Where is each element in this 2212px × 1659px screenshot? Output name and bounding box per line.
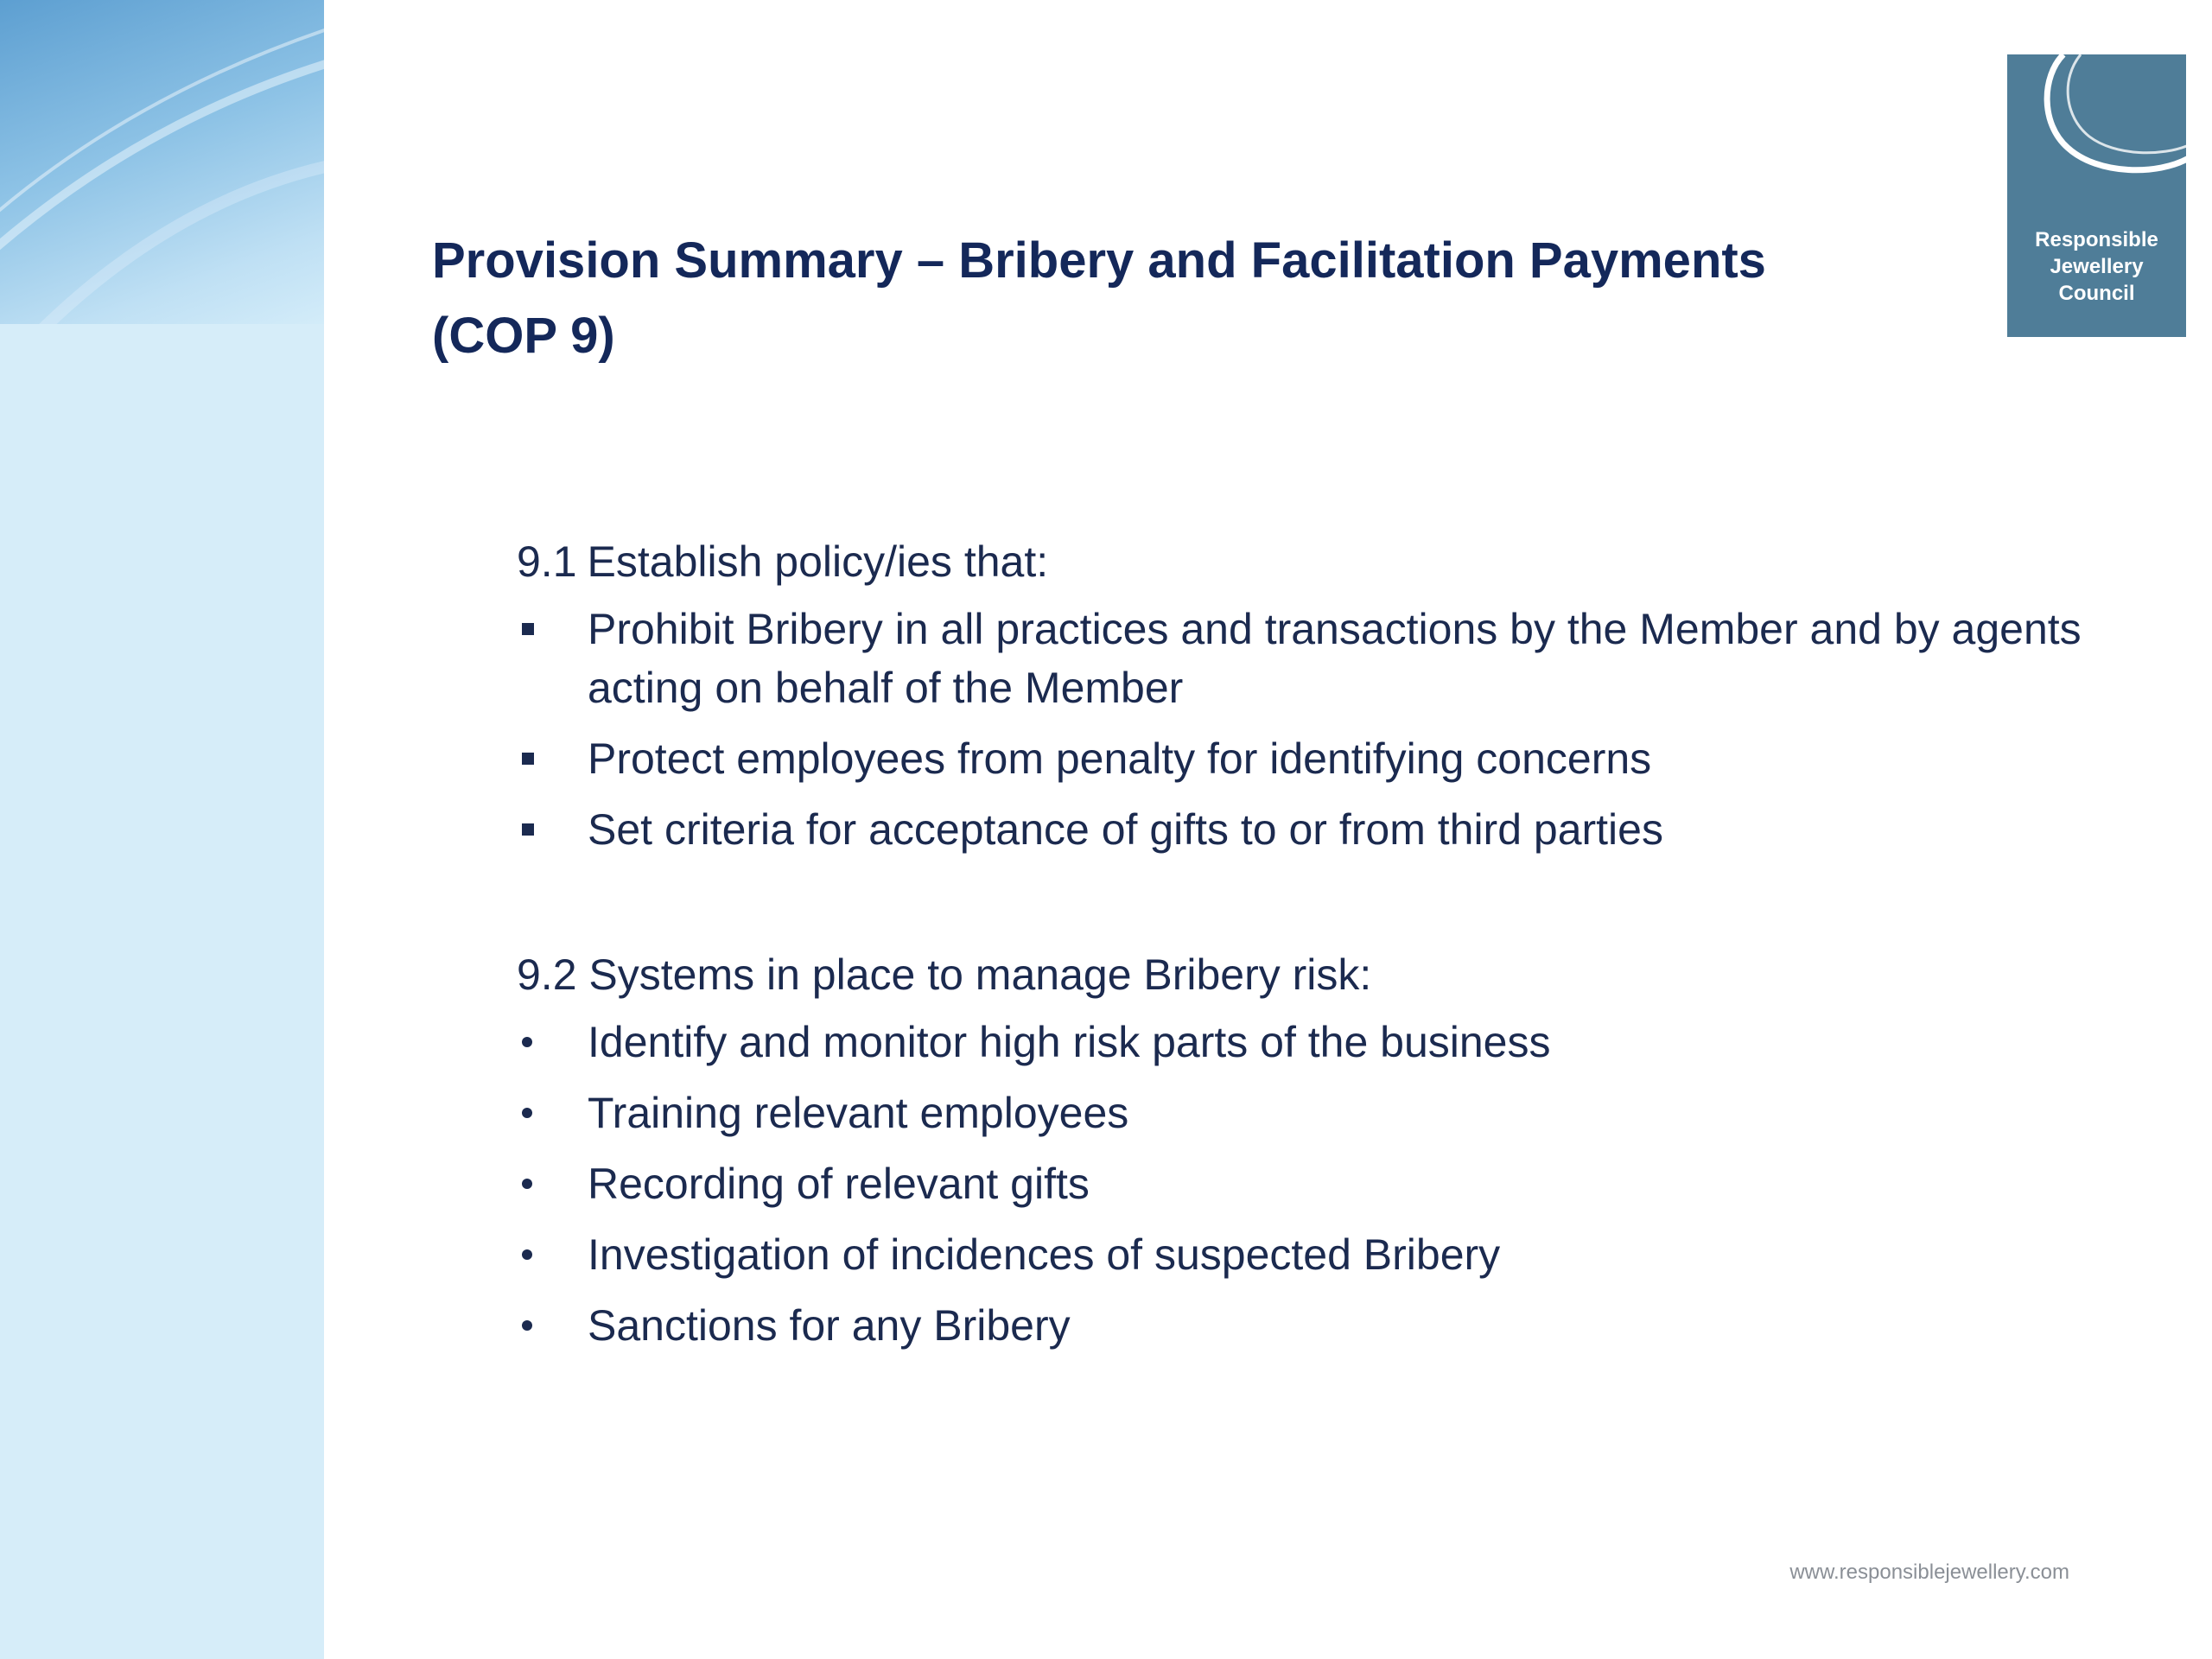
list-item-text: Investigation of incidences of suspected Bribery: [588, 1230, 1501, 1279]
list-item: [517, 1225, 2117, 1284]
round-bullet-icon: [522, 1179, 532, 1189]
side-decoration-panel: [0, 0, 324, 1659]
list-item: [517, 1154, 2117, 1213]
list-item: [517, 1296, 2117, 1355]
list-item-text: Prohibit Bribery in all practices and transactions by the Member and by agents acting on behalf of the Member: [588, 605, 2082, 712]
list-item: [517, 729, 2117, 788]
rjc-logo: [2007, 54, 2186, 337]
logo-wordmark: [2007, 226, 2186, 307]
slide-title-line1: Provision Summary – Bribery and Facilitation Payments: [432, 232, 1766, 289]
list-item: [517, 600, 2117, 717]
list-item: [517, 1084, 2117, 1142]
swoosh-curves: [0, 0, 324, 324]
slide-title: [432, 223, 1901, 373]
round-bullet-icon: [522, 1037, 532, 1047]
list-item: [517, 800, 2117, 859]
section-9-1-heading-text: Establish policy/ies that:: [587, 537, 1049, 586]
logo-text-line2: Jewellery: [2050, 255, 2144, 278]
square-bullet-icon: [522, 623, 534, 635]
side-swoosh-graphic: [0, 0, 324, 324]
list-item-text: Identify and monitor high risk parts of the business: [588, 1018, 1551, 1066]
list-item-text: Protect employees from penalty for identifying concerns: [588, 734, 1652, 783]
list-item-text: Recording of relevant gifts: [588, 1160, 1090, 1208]
section-9-1-list: [517, 600, 2117, 871]
logo-text-line3: Council: [2058, 282, 2135, 305]
round-bullet-icon: [522, 1108, 532, 1118]
section-9-1-heading: [517, 533, 1048, 590]
square-bullet-icon: [522, 753, 534, 765]
square-bullet-icon: [522, 823, 534, 836]
round-bullet-icon: [522, 1320, 532, 1331]
logo-text-line1: Responsible: [2035, 228, 2158, 251]
section-9-2-heading: 9.2 Systems in place to manage Bribery risk:: [517, 950, 1372, 999]
footer-website-link[interactable]: www.responsiblejewellery.com: [1789, 1560, 2069, 1584]
section-9-2-list: [517, 1013, 2117, 1367]
round-bullet-icon: [522, 1249, 532, 1260]
list-item: [517, 1013, 2117, 1071]
list-item-text: Training relevant employees: [588, 1089, 1129, 1137]
section-9-1-number: 9.1: [517, 537, 577, 586]
list-item-text: Set criteria for acceptance of gifts to or from third parties: [588, 805, 1663, 854]
list-item-text: Sanctions for any Bribery: [588, 1301, 1071, 1350]
slide-title-line2: (COP 9): [432, 308, 615, 364]
